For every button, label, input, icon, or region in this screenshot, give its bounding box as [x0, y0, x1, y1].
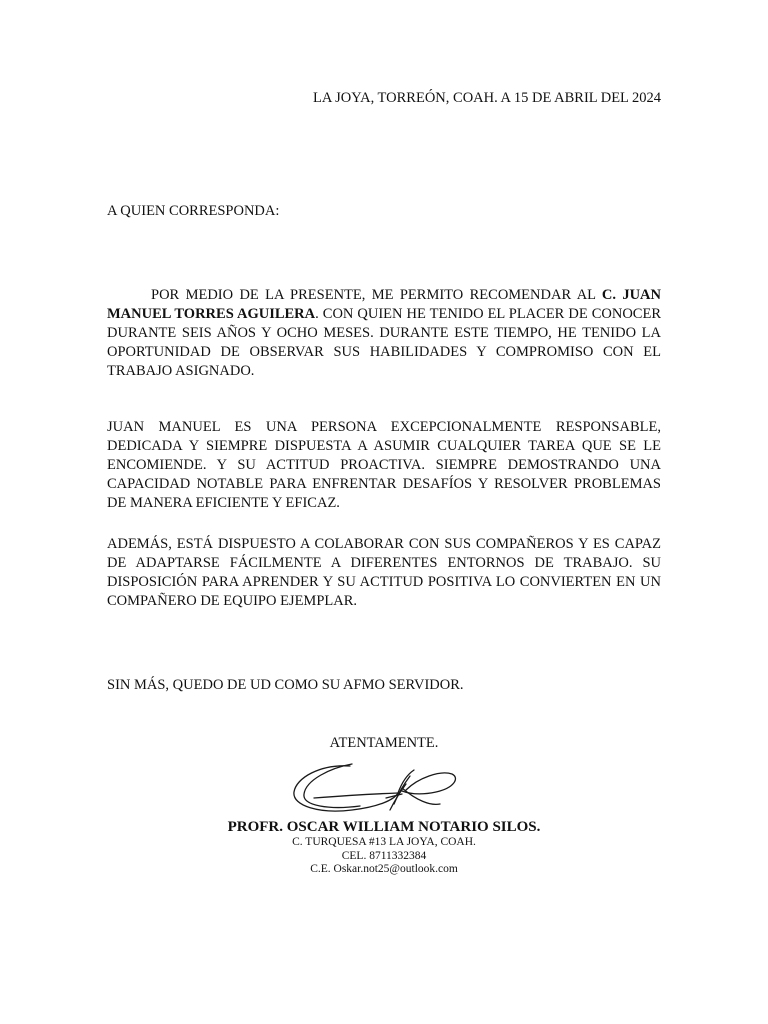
salutation: A QUIEN CORRESPONDA: — [107, 203, 280, 219]
recommended-person-name: C. JUAN MANUEL TORRES AGUILERA — [107, 287, 661, 322]
sign-off: ATENTAMENTE. — [329, 735, 439, 751]
signer-email: C.E. Oskar.not25@outlook.com — [310, 863, 458, 875]
signer-address: C. TURQUESA #13 LA JOYA, COAH. — [292, 836, 476, 848]
paragraph-recommendation — [107, 286, 661, 381]
signer-name: PROFR. OSCAR WILLIAM NOTARIO SILOS. — [227, 819, 541, 835]
date-line: LA JOYA, TORREÓN, COAH. A 15 DE ABRIL DEL 2024 — [312, 90, 661, 106]
paragraph-qualities: JUAN MANUEL ES UNA PERSONA EXCEPCIONALMENTE RESPONSABLE, DEDICADA Y SIEMPRE DISPUESTA A ASUMIR CUALQUIER TAREA QUE SE LE ENCOMIENDE. Y SU ACTITUD PROACTIVA. SIEMPRE DEMOSTRANDO UNA CAPACIDAD NOTABLE PARA ENFRENTAR DESAFÍOS Y RESOLVER PROBLEMAS DE MANERA EFICIENTE Y EFICAZ. — [107, 419, 661, 511]
closing-line: SIN MÁS, QUEDO DE UD COMO SU AFMO SERVIDOR. — [107, 677, 464, 693]
paragraph-teamwork: ADEMÁS, ESTÁ DISPUESTO A COLABORAR CON SUS COMPAÑEROS Y ES CAPAZ DE ADAPTARSE FÁCILMENTE A DIFERENTES ENTORNOS DE TRABAJO. SU DISPOSICIÓN PARA APRENDER Y SU ACTITUD POSITIVA LO CONVIERTEN EN UN COMPAÑERO DE EQUIPO EJEMPLAR. — [107, 536, 661, 609]
paragraph-rest: . CON QUIEN HE TENIDO EL PLACER DE CONOCER DURANTE SEIS AÑOS Y OCHO MESES. DURANTE ESTE TIEMPO, HE TENIDO LA OPORTUNIDAD DE OBSERVAR SUS HABILIDADES Y COMPROMISO CON EL TRABAJO ASIGNADO. — [107, 306, 661, 379]
handwritten-signature — [290, 760, 460, 818]
paragraph-lead: POR MEDIO DE LA PRESENTE, ME PERMITO RECOMENDAR AL — [151, 287, 602, 303]
signer-phone: CEL. 8711332384 — [341, 850, 427, 862]
